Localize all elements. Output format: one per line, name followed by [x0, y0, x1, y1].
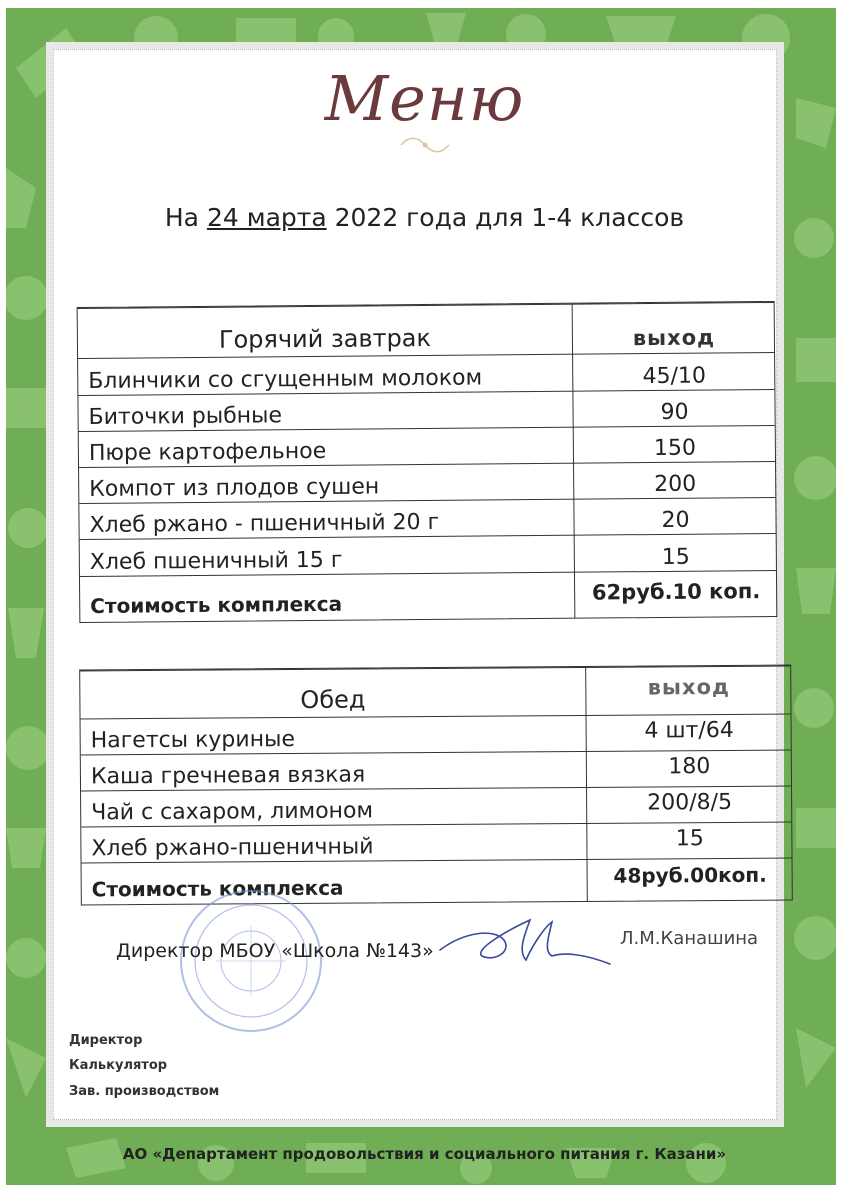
- dish-portion: 200: [654, 471, 697, 498]
- dish-portion: 150: [653, 435, 696, 462]
- total-row: [80, 570, 776, 623]
- table-row: [81, 750, 791, 792]
- breakfast-table: [77, 301, 778, 623]
- dish-name: Компот из плодов сушен: [89, 474, 380, 502]
- total-label: Стоимость комплекса: [91, 875, 344, 902]
- dish-name: Блинчики со сгущенным молоком: [88, 365, 483, 394]
- page-title: Меню: [324, 62, 525, 135]
- menu-date-line: [0, 203, 849, 232]
- footer-organization: АО «Департамент продовольствия и социального питания г. Казани»: [122, 1145, 727, 1163]
- director-name: Л.М.Канашина: [620, 928, 759, 949]
- dish-name: Пюре картофельное: [88, 438, 327, 466]
- dish-portion: 200/8/5: [647, 789, 733, 816]
- total-label: Стоимость комплекса: [90, 591, 343, 618]
- breakfast-header: Горячий завтрак: [218, 323, 432, 354]
- dish-portion: 45/10: [642, 363, 707, 390]
- table-row: [81, 786, 791, 828]
- dish-name: Каша гречневая вязкая: [90, 762, 366, 790]
- dish-name: Биточки рыбные: [88, 403, 283, 430]
- menu-date: 24 марта: [206, 203, 327, 232]
- lunch-header: Обед: [300, 685, 366, 714]
- dish-portion: 4 шт/64: [644, 717, 734, 744]
- lunch-table: [79, 665, 793, 906]
- flourish-ornament-icon: [397, 134, 453, 156]
- dish-portion: 180: [668, 754, 711, 780]
- table-header-row: [78, 302, 774, 359]
- table-header-row: [80, 666, 790, 720]
- dish-name: Хлеб ржано - пшеничный 20 г: [89, 509, 440, 538]
- table-row: [81, 714, 791, 756]
- signature-label-calculator: Калькулятор: [69, 1058, 168, 1073]
- dish-portion: 20: [661, 507, 690, 533]
- dish-name: Хлеб пшеничный 15 г: [89, 547, 343, 575]
- total-price: 62руб.10 коп.: [591, 579, 761, 605]
- dish-name: Хлеб ржано-пшеничный: [91, 834, 374, 862]
- table-row: [81, 822, 791, 864]
- signature-label-production-head: Зав. производством: [69, 1084, 220, 1099]
- director-signature-line: Директор МБОУ «Школа №143»: [116, 940, 434, 962]
- subtitle-prefix: На: [164, 203, 207, 232]
- value-column-header: выход: [647, 674, 731, 700]
- signature-label-director: Директор: [69, 1033, 143, 1048]
- subtitle-suffix: 2022 года для 1-4 классов: [326, 203, 685, 232]
- dish-name: Нагетсы куриные: [90, 726, 296, 754]
- dish-portion: 15: [675, 826, 704, 852]
- dish-portion: 90: [660, 399, 689, 425]
- total-price: 48руб.00коп.: [613, 862, 767, 888]
- handwritten-signature-icon: [434, 912, 614, 972]
- dish-portion: 15: [661, 544, 690, 570]
- dish-name: Чай с сахаром, лимоном: [91, 798, 374, 826]
- value-column-header: выход: [632, 325, 716, 351]
